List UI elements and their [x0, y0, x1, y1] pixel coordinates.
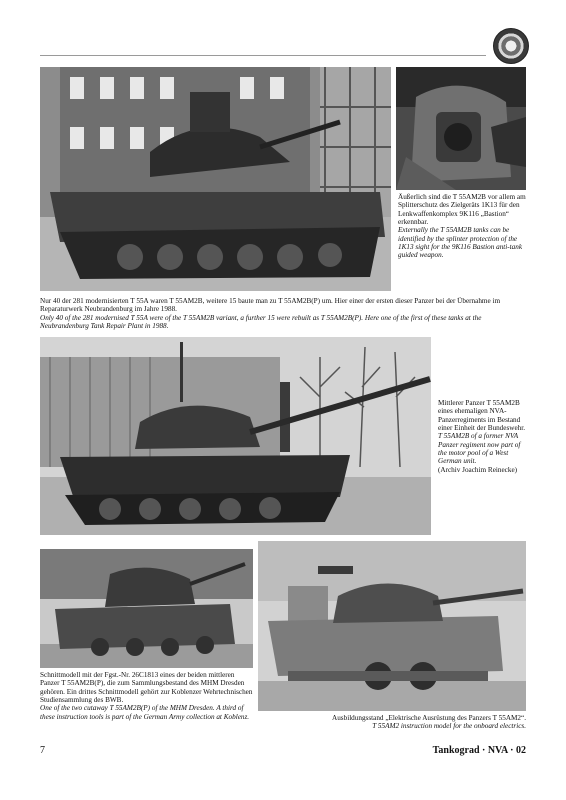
- caption-photo1-de: Nur 40 der 281 modernisierten T 55A waren T 55AM2B, weitere 15 baute man zu T 55AM2B(P) um. Hier einer der ersten dieser Panzer bei der Übernahme im Reparaturwerk Neubrandenburg im Jahre 1988.: [40, 297, 501, 314]
- caption-photo4-en: One of the two cutaway T 55AM2B(P) of the MHM Dresden. A third of these instruction tools is part of the German Army collection at Koblenz.: [40, 704, 250, 721]
- photo-bundeswehr-motor-pool: [40, 337, 431, 535]
- caption-photo2-en: Externally the T 55AM2B tanks can be identified by the splinter protection of the 1K13 sight for the 9K116 Bastion anti-tank guided weapon.: [398, 226, 523, 260]
- header-rule: [40, 55, 486, 56]
- caption-photo5-en: T 55AM2 instruction model for the onboard electrics.: [372, 722, 526, 731]
- photo-electrics-instruction-model: [258, 541, 526, 711]
- caption-photo4: [40, 671, 255, 721]
- publication-footer: Tankograd · NVA · 02: [432, 745, 526, 756]
- caption-photo3-en: T 55AM2B of a former NVA Panzer regiment now part of the motor pool of a West German unit.: [438, 432, 521, 466]
- photo-sight-closeup: [396, 67, 526, 190]
- caption-photo3-credit: (Archiv Joachim Reinecke): [438, 465, 518, 474]
- caption-photo4-de: Schnittmodell mit der Fgst.-Nr. 26C1813 eines der beiden mittleren Panzer T 55AM2B(P), die zum Sammlungsbestand des MHM Dresden gehören. Ein drittes Schnittmodell gehört zur Koblenzer Wehrtechnischen Studiensammlung des BWB.: [40, 671, 253, 705]
- nva-emblem-icon: [493, 28, 529, 64]
- caption-photo3: [438, 399, 526, 474]
- caption-photo2-de: Äußerlich sind die T 55AM2B vor allem am Splitterschutz des Zielgeräts 1K13 für den Lenkwaffenkomplex 9K116 „Bastion“ erkennbar.: [398, 193, 526, 227]
- caption-photo1: [40, 297, 526, 330]
- photo-cutaway-model: [40, 549, 253, 668]
- page-number: 7: [40, 745, 45, 756]
- caption-photo3-de: Mittlerer Panzer T 55AM2B eines ehemaligen NVA-Panzerregiments im Bestand einer Einheit der Bundeswehr.: [438, 399, 526, 433]
- caption-photo5: [258, 714, 526, 731]
- caption-photo1-en: Only 40 of the 281 modernised T 55A were of the T 55AM2B variant, a further 15 were rebuilt as T 55AM2B(P). Here one of the first of these tanks at the Neubrandenburg Tank Repair Plant in 1988.: [40, 313, 482, 331]
- caption-photo5-de: Ausbildungsstand „Elektrische Ausrüstung des Panzers T 55AM2“.: [332, 714, 526, 722]
- photo-tank-repair-plant: [40, 67, 391, 291]
- caption-photo2: [398, 193, 526, 260]
